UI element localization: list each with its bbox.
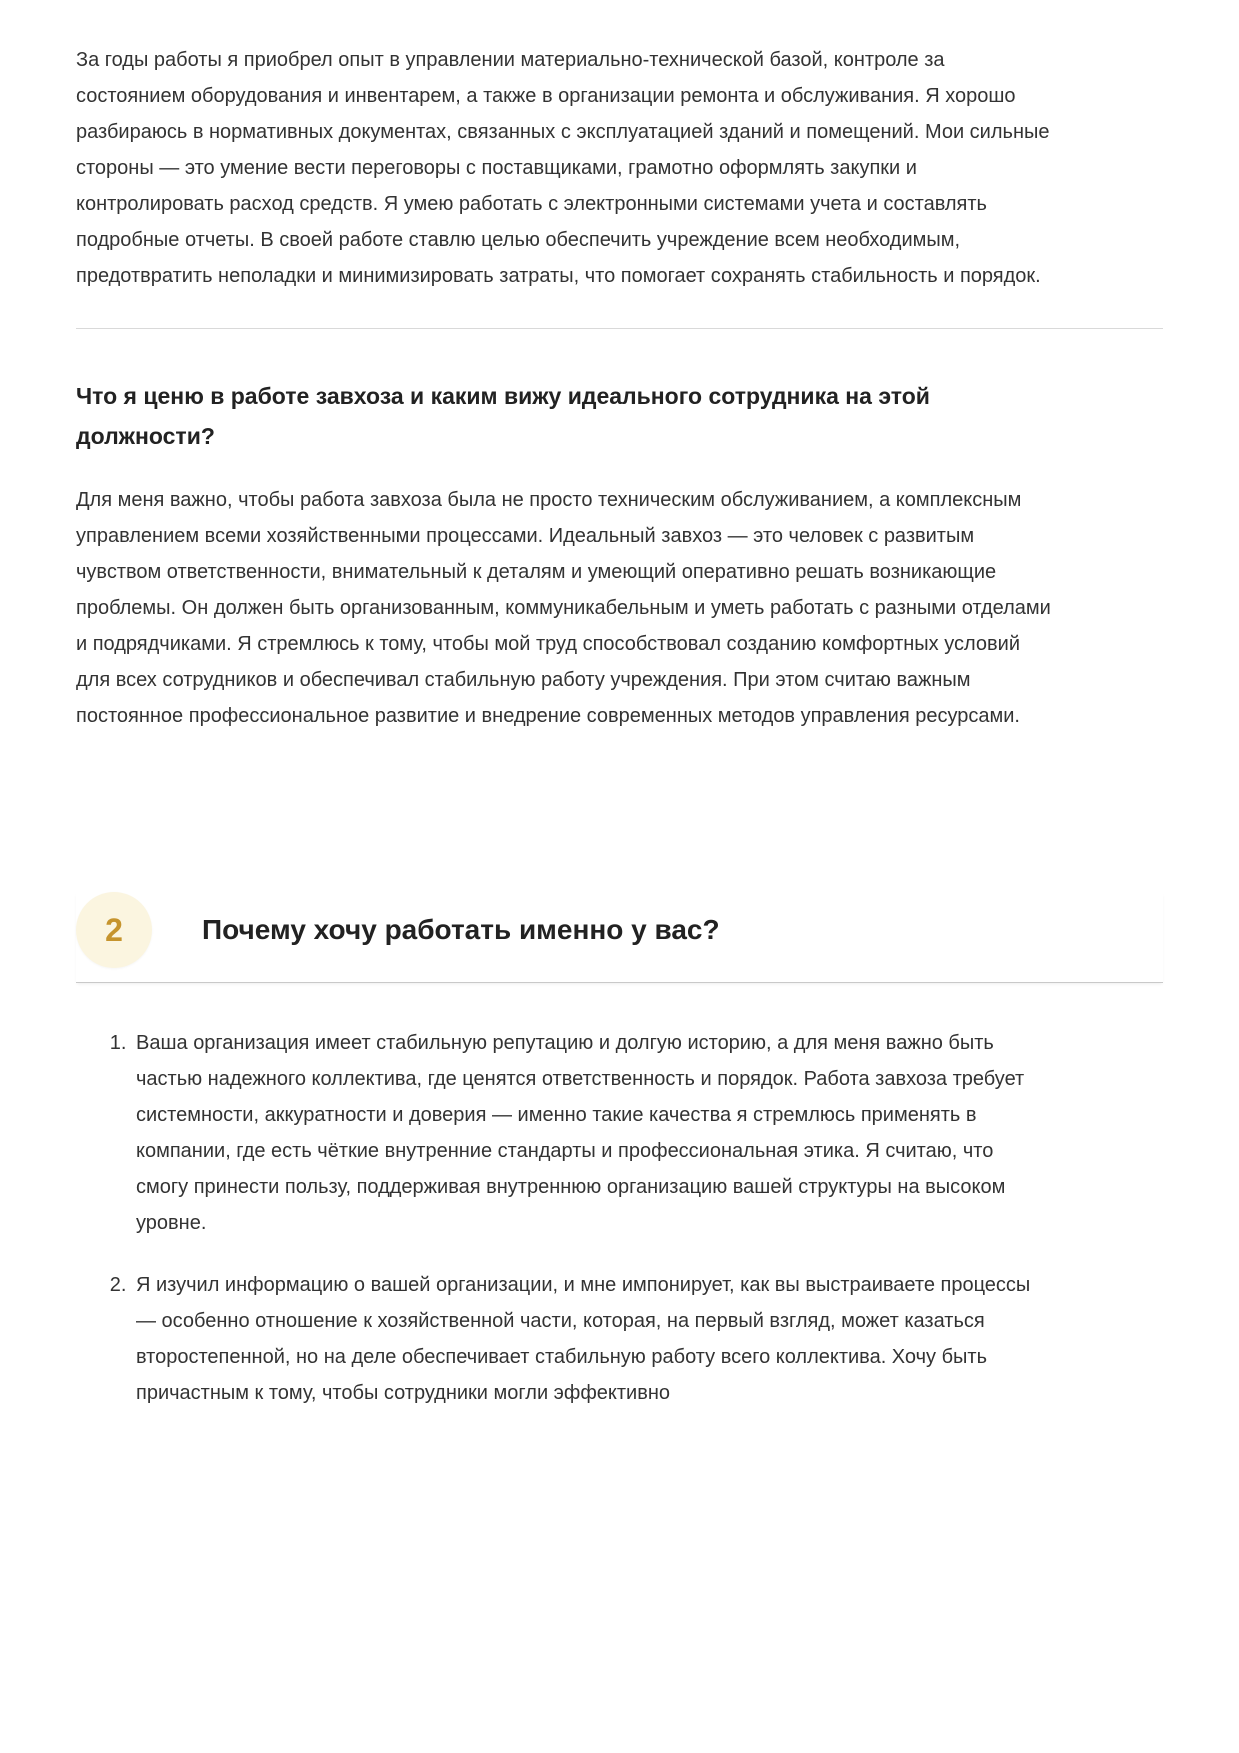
section-divider xyxy=(76,328,1163,329)
reason-item-1: 1. Ваша организация имеет стабильную репутацию и долгую историю, а для меня важно быть частью надежного коллектива, где ценятся ответственность и порядок. Работа завхоза требует системности, аккуратности и доверия — именно такие качества я стремлюсь применять в компании, где есть чёткие внутренние стандарты и профессиональная этика. Я считаю, что смогу принести пользу, поддерживая внутреннюю организацию вашей структуры на высоком уровне. xyxy=(132,1025,1041,1241)
section-2-title: Почему хочу работать именно у вас? xyxy=(202,914,720,945)
intro-paragraph: За годы работы я приобрел опыт в управлении материально-технической базой, контроле за состоянием оборудования и инвентарем, а также в организации ремонта и обслуживания. Я хорошо разбираюсь в нормативных документах, связанных с эксплуатацией зданий и помещений. Мои сильные стороны — это умение вести переговоры с поставщиками, грамотно оформлять закупки и контролировать расход средств. Я умею работать с электронными системами учета и составлять подробные отчеты. В своей работе ставлю целью обеспечить учреждение всем необходимым, предотвратить неполадки и минимизировать затраты, что помогает сохранять стабильность и порядок. xyxy=(76,49,1050,287)
section-2-header xyxy=(76,892,1163,983)
values-heading: Что я ценю в работе завхоза и каким вижу идеального сотрудника на этой должности? xyxy=(76,383,930,449)
values-paragraph: Для меня важно, чтобы работа завхоза была не просто техническим обслуживанием, а комплексным управлением всеми хозяйственными процессами. Идеальный завхоз — это человек с развитым чувством ответственности, внимательный к деталям и умеющий оперативно решать возникающие проблемы. Он должен быть организованным, коммуникабельным и уметь работать с разными отделами и подрядчиками. Я стремлюсь к тому, чтобы мой труд способствовал созданию комфортных условий для всех сотрудников и обеспечивал стабильную работу учреждения. При этом считаю важным постоянное профессиональное развитие и внедрение современных методов управления ресурсами. xyxy=(76,489,1051,727)
reason-item-2: 2. Я изучил информацию о вашей организации, и мне импонирует, как вы выстраиваете процессы — особенно отношение к хозяйственной части, которая, на первый взгляд, может казаться второстепенной, но на деле обеспечивает стабильную работу всего коллектива. Хочу быть причастным к тому, чтобы сотрудники могли эффективно xyxy=(132,1267,1041,1411)
section-number-badge: 2 xyxy=(76,892,152,968)
reasons-list xyxy=(76,1025,1163,1411)
